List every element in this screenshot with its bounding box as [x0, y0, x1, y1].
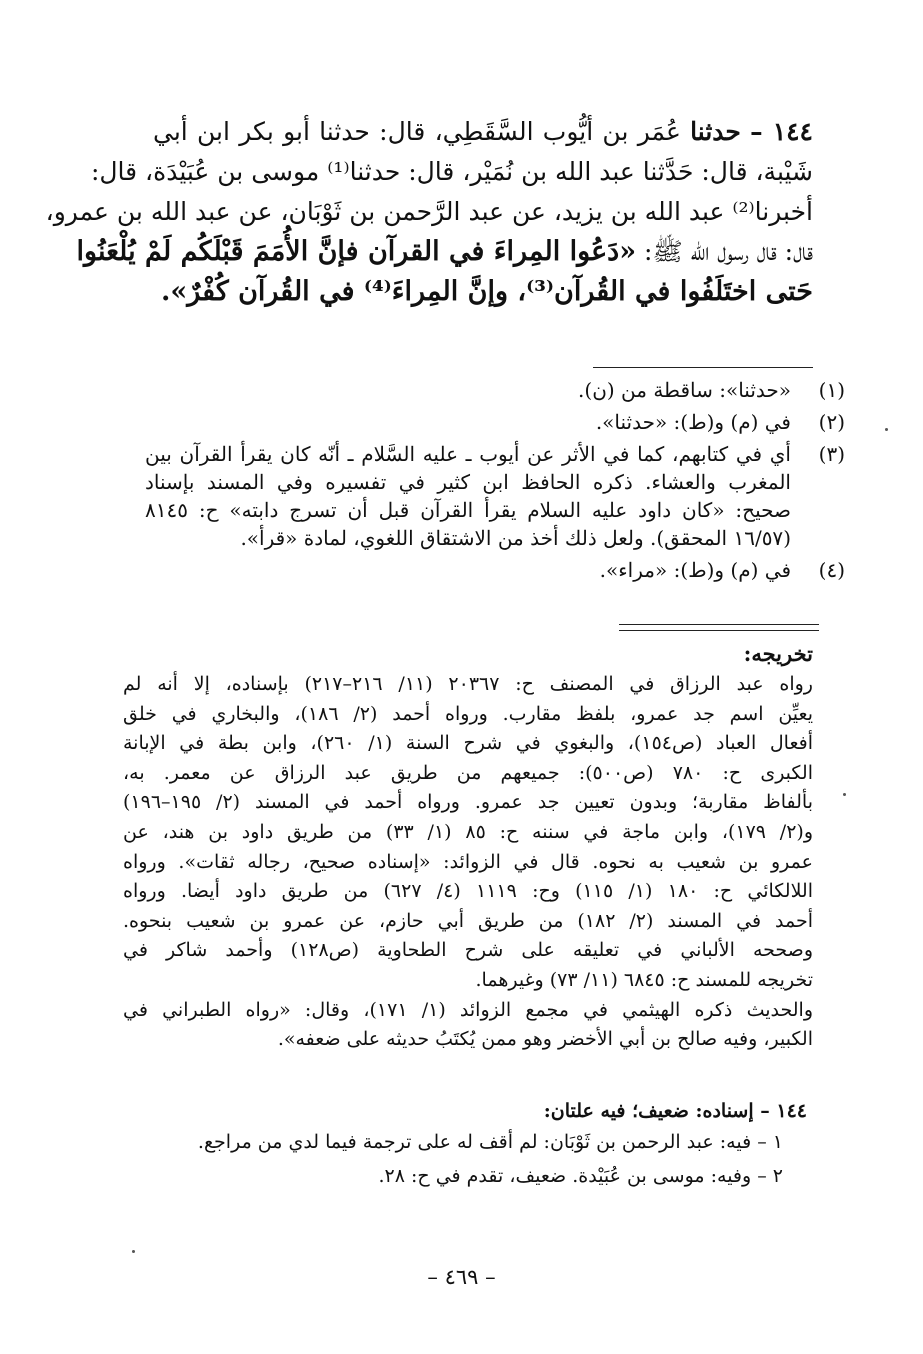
hadith-chain-opening: حدثنا — [690, 117, 741, 146]
takhrij-line: يعيِّن اسم جد عمرو، بلفظ مقارب. ورواه أحمد (٢/ ١٨٦)، والبخاري في خلق — [123, 702, 813, 725]
scan-speck — [132, 1250, 135, 1253]
hadith-intro: قال: قال رسول الله ﷺ: — [636, 237, 813, 266]
takhrij-line: أحمد في المسند (٢/ ١٨٢) من طريق أبي حازم، عن عمرو بن شعيب بنحوه. — [123, 909, 813, 932]
footnote-4 — [145, 556, 845, 584]
takhrij-line: الكبرى ح: ٧٨٠ (ص٥٠٠): جميعهم من طريق عبد الرزاق عن معمر. به، — [123, 761, 813, 784]
page-number: – ٤٦٩ – — [427, 1265, 496, 1289]
footnotes — [145, 376, 845, 588]
takhrij-section — [123, 640, 813, 1055]
double-separator — [619, 624, 819, 631]
hadith-chain-text: عُمَر بن أيُّوب السَّقَطِي، قال: حدثنا أبو بكر ابن أبي — [153, 117, 691, 146]
takhrij-line: عمرو بن شعيب به نحوه. قال في الزوائد: «إسناده صحيح، رجاله ثقات». ورواه — [123, 850, 813, 873]
footnote-text: صحيح: «كان داود عليه السلام يقرأ القرآن قبل أن تسرج دابته» ح: ٨١٤٥ — [145, 498, 791, 522]
footnote-text: في (م) و(ط): «حدثنا». — [595, 410, 791, 434]
hadith-block — [45, 112, 813, 312]
takhrij-line: تخريجه للمسند ح: ٦٨٤٥ (١١/ ٧٣) وغيرهما. — [475, 968, 813, 991]
takhrij-line: اللالكائي ح: ١٨٠ (١/ ١١٥) وح: ١١١٩ (٤/ ٦٢٧) من طريق داود أيضا. ورواه — [123, 880, 813, 903]
takhrij-line: أفعال العباد (ص١٥٤)، والبغوي في شرح السنة (١/ ٢٦٠)، وابن بطة في الإبانة — [123, 732, 813, 755]
footnote-text: في (م) و(ط): «مراء». — [599, 558, 791, 582]
footnote-text: المغرب والعشاء. ذكره الحافظ ابن كثير في تفسيره وفي المسند بإسناد — [145, 470, 791, 494]
takhrij-line: بألفاظ مقاربة؛ وبدون تعيين جد عمرو. ورواه أحمد في المسند (٢/ ١٩٥–١٩٦) — [123, 791, 813, 814]
takhrij-title: تخريجه: — [743, 641, 813, 666]
footnote-text: «حدثنا»: ساقطة من (ن). — [578, 378, 791, 402]
hadith-line-4 — [76, 232, 813, 272]
takhrij-line: و(٢/ ١٧٩)، وابن ماجة في سننه ح: ٨٥ (١/ ٣٣) من طريق داود بن هند، عن — [123, 820, 814, 843]
footnote-text: (١٦/٥٧ المحقق). ولعل ذلك أخذ من الاشتقاق اللغوي، لمادة «قرأ». — [240, 526, 791, 550]
hadith-line-1 — [153, 112, 813, 152]
footnote-2 — [145, 408, 845, 436]
isnad-heading: ١٤٤ – إسناده: ضعيف؛ فيه علتان: — [543, 1100, 807, 1122]
isnad-section — [107, 1097, 807, 1193]
footnote-1 — [145, 376, 845, 404]
scan-speck — [885, 428, 888, 431]
footnote-number: (٤) — [818, 558, 845, 582]
scan-speck — [843, 793, 846, 796]
takhrij-line: الكبير، وفيه صالح بن أبي الأخضر وهو ممن يُكتَبُ حديثه على ضعفه». — [277, 1028, 813, 1051]
hadith-number: ١٤٤ – — [750, 117, 813, 146]
takhrij-line: رواه عبد الرزاق في المصنف ح: ٢٠٣٦٧ (١١/ ٢١٦–٢١٧) بإسناده، إلا أنه لم — [123, 673, 813, 695]
isnad-item-2: ٢ – وفيه: موسى بن عُبَيْدة. ضعيف، تقدم في ح: ٢٨. — [378, 1165, 783, 1187]
takhrij-line: والحديث ذكره الهيثمي في مجمع الزوائد (١/ ١٧١)، وقال: «رواه الطبراني في — [123, 998, 813, 1021]
footnote-3 — [145, 440, 845, 552]
footnote-number: (٢) — [818, 410, 845, 434]
isnad-item-1: ١ – فيه: عبد الرحمن بن ثَوْبَان: لم أقف له على ترجمة فيما لدي من مراجع. — [197, 1131, 783, 1153]
footnote-number: (٣) — [818, 442, 845, 466]
takhrij-line: وصححه الألباني في تعليقه على شرح الطحاوية (ص١٢٨) وأحمد شاكر في — [123, 939, 813, 962]
hadith-line-2: شَيْبة، قال: حَدَّثنا عبد الله بن نُمَيْر، قال: حدثنا⁽¹⁾ موسى بن عُبَيْدَة، قال: — [90, 157, 813, 186]
footnote-number: (١) — [818, 378, 845, 402]
hadith-matn: «دَعُوا المِراءَ في القرآن فإنَّ الأُمَمَ قَبْلَكُم لَمْ يُلْعَنُوا — [76, 236, 637, 267]
hadith-line-5: حَتى اختَلَفُوا في القُرآن⁽³⁾، وإنَّ المِراءَ⁽⁴⁾ في القُرآن كُفْرٌ». — [160, 276, 813, 307]
footnote-separator — [593, 367, 813, 368]
footnote-text: أي في كتابهم، كما في الأثر عن أيوب ـ عليه السَّلام ـ أنّه كان يقرأ القرآن بين — [145, 442, 791, 466]
hadith-line-3: أخبرنا⁽²⁾ عبد الله بن يزيد، عن عبد الرَّحمن بن ثَوْبَان، عن عبد الله بن عمرو، — [45, 197, 813, 226]
